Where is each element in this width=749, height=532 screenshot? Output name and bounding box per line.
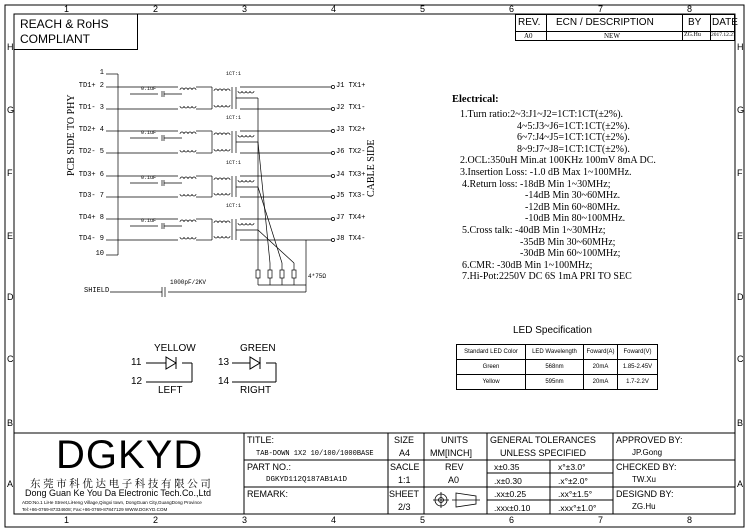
left-pin-label: TD3+ 6	[78, 171, 105, 179]
cap-label: 0.1uF	[141, 175, 157, 181]
electrical-line: -35dB Min 30~60MHz;	[520, 236, 616, 248]
left-pin-label: 1	[99, 69, 104, 77]
row-label-left: A	[7, 479, 14, 489]
led-table-cell: 568nm	[525, 359, 584, 375]
column-label-bottom: 5	[420, 515, 426, 525]
rev-value: A0	[524, 32, 533, 40]
led-table-cell: 1.7-2.2V	[617, 374, 658, 390]
size-value: A4	[399, 448, 411, 458]
row-label-left: H	[7, 42, 14, 52]
row-label-left: D	[7, 292, 14, 302]
led-green-side: RIGHT	[240, 385, 272, 396]
led-spec-title: LED Specification	[513, 325, 592, 336]
ratio-label: 1CT:1	[226, 71, 242, 77]
row-label-right: F	[737, 168, 743, 178]
row-label-right: H	[737, 42, 744, 52]
tolerance-angular: .xxx°±1.0°	[558, 502, 597, 513]
electrical-line: 6~7:J4~J5=1CT:1CT(±2%).	[517, 132, 630, 144]
right-pin-label: J2 TX1-	[336, 104, 366, 112]
column-label-top: 5	[420, 4, 426, 14]
checked-label: CHECKED BY:	[616, 462, 677, 472]
compliance-text: REACH & RoHS COMPLIANT	[20, 17, 109, 46]
shield-cap-label: 1000pF/2KV	[170, 279, 207, 286]
rev-date-value: 2017.12.27	[711, 32, 736, 38]
led-table-cell: Standard LED Color	[456, 344, 526, 360]
ratio-label: 1CT:1	[226, 203, 242, 209]
column-label-bottom: 4	[331, 515, 337, 525]
led-yellow-pin-a: 11	[131, 357, 142, 368]
left-pin-label: 10	[95, 250, 104, 258]
left-pin-label: TD3- 7	[78, 192, 105, 200]
cap-label: 0.1uF	[141, 130, 157, 136]
resistor-label: 4*75Ω	[308, 273, 327, 280]
left-pin-label: TD1- 3	[78, 104, 105, 112]
part-label: PART NO.:	[247, 462, 292, 472]
electrical-line: 4~5:J3~J6=1CT:1CT(±2%).	[517, 120, 630, 132]
led-table-cell: Foward(A)	[583, 344, 618, 360]
column-label-bottom: 7	[598, 515, 604, 525]
scale-value: 1:1	[398, 475, 411, 485]
rev-header-ecn: ECN / DESCRIPTION	[556, 17, 654, 28]
led-table-cell: Green	[456, 359, 526, 375]
tolerance-angular: .xx°±1.5°	[558, 489, 593, 499]
row-label-right: E	[737, 231, 744, 241]
led-green-label: GREEN	[240, 343, 276, 354]
company-contact: Tel:+86-0769-87334608; Fax:+86-0769-87847129 WWW.DGKYD.COM	[22, 507, 168, 512]
electrical-line: 1.Turn ratio:2~3:J1~J2=1CT:1CT(±2%).	[460, 109, 624, 120]
electrical-line: -30dB Min 60~100MHz;	[520, 248, 621, 260]
electrical-title: Electrical:	[452, 94, 499, 105]
tolerance-linear: x±0.35	[494, 462, 520, 472]
rev-by-value: ZG.Hu	[684, 32, 701, 38]
units-label: UNITS	[441, 435, 468, 445]
tolerance-linear: .xxx±0.10	[494, 502, 531, 513]
shield-label: SHIELD	[84, 287, 110, 295]
ratio-label: 1CT:1	[226, 115, 242, 121]
column-label-top: 4	[331, 4, 337, 14]
electrical-line: -10dB Min 80~100MHz.	[525, 213, 626, 225]
led-table-cell: LED Wavelength	[525, 344, 584, 360]
company-name-en: Dong Guan Ke You Da Electronic Tech.Co.,Ltd	[25, 488, 211, 498]
left-pin-label: TD2- 5	[78, 148, 105, 156]
column-label-bottom: 1	[64, 515, 70, 525]
right-pin-label: J4 TX3+	[336, 171, 366, 179]
title-label: TITLE:	[247, 435, 275, 445]
cap-label: 0.1uF	[141, 86, 157, 92]
part-value: DGKYD112Q187AB1A1D	[266, 476, 348, 484]
units-value: MM[INCH]	[430, 448, 472, 458]
column-label-bottom: 2	[153, 515, 159, 525]
column-label-top: 8	[687, 4, 693, 14]
sheet-value: 2/3	[398, 502, 411, 512]
column-label-bottom: 8	[687, 515, 693, 525]
projection-symbol	[433, 492, 480, 508]
row-label-left: E	[7, 231, 14, 241]
column-label-top: 6	[509, 4, 515, 14]
title-value: TAB-DOWN 1X2 10/100/1000BASE	[256, 450, 374, 458]
rev-value-block: A0	[448, 475, 460, 485]
led-table-cell: 1.85-2.45V	[617, 359, 658, 375]
rev-header-date: DATE	[712, 17, 738, 28]
column-label-bottom: 3	[242, 515, 248, 525]
company-address: ADD:No.1 LiHe Street,LiHeng Village,Qingxi town, DongGuan City,GuangDong Province	[22, 500, 202, 505]
electrical-line: 2.OCL:350uH Min.at 100KHz 100mV 8mA DC.	[460, 155, 656, 167]
led-green-pin-a: 13	[218, 357, 230, 368]
row-label-right: C	[737, 354, 744, 364]
tolerance-angular: x°±3.0°	[558, 462, 586, 472]
electrical-line: -14dB Min 30~60MHz.	[525, 190, 621, 202]
row-label-left: F	[7, 168, 13, 178]
row-label-left: C	[7, 354, 14, 364]
right-pin-label: J7 TX4+	[336, 214, 366, 222]
led-yellow-pin-b: 12	[131, 376, 143, 387]
column-label-top: 1	[64, 4, 70, 14]
approved-value: JP.Gong	[632, 448, 663, 457]
tolerance-sub: UNLESS SPECIFIED	[500, 448, 587, 458]
electrical-line: 6.CMR: -30dB Min 1~100MHz;	[462, 259, 593, 271]
scale-label: SACLE	[390, 462, 420, 472]
row-label-left: G	[7, 105, 15, 115]
rev-header-by: BY	[688, 17, 702, 28]
tolerance-linear: .xx±0.25	[494, 489, 527, 499]
sheet-label: SHEET	[389, 489, 420, 499]
led-table-cell: Yellow	[456, 374, 526, 390]
company-name-cn: 东莞市科优达电子科技有限公司	[30, 478, 214, 490]
left-pin-label: TD1+ 2	[78, 82, 105, 90]
led-yellow-side: LEFT	[158, 385, 183, 396]
designed-label: DESIGND BY:	[616, 489, 674, 499]
electrical-line: 4.Return loss: -18dB Min 1~30MHz;	[462, 178, 611, 190]
column-label-top: 3	[242, 4, 248, 14]
row-label-right: D	[737, 292, 744, 302]
led-yellow-label: YELLOW	[154, 343, 196, 354]
row-label-right: B	[737, 418, 744, 428]
company-logo: DGKYD	[56, 433, 204, 477]
size-label: SIZE	[394, 435, 415, 445]
led-table-cell: Foward(V)	[617, 344, 658, 360]
electrical-line: 7.Hi-Pot:2250V DC 6S 1mA PRI TO SEC	[462, 271, 632, 283]
checked-value: TW.Xu	[632, 475, 657, 484]
cap-label: 0.1uF	[141, 218, 157, 224]
tolerance-angular: .x°±2.0°	[558, 475, 588, 486]
remark-label: REMARK:	[247, 489, 289, 499]
column-label-top: 2	[153, 4, 159, 14]
tolerance-title: GENERAL TOLERANCES	[490, 435, 596, 445]
right-pin-label: J3 TX2+	[336, 126, 366, 134]
row-label-right: G	[737, 105, 745, 115]
rev-ecn-value: NEW	[604, 32, 620, 40]
column-label-bottom: 6	[509, 515, 515, 525]
right-pin-label: J8 TX4-	[336, 235, 366, 243]
ratio-label: 1CT:1	[226, 160, 242, 166]
column-label-top: 7	[598, 4, 604, 14]
right-pin-label: J1 TX1+	[336, 82, 366, 90]
row-label-right: A	[737, 479, 744, 489]
led-table-cell: 20mA	[583, 359, 618, 375]
electrical-line: 5.Cross talk: -40dB Min 1~30MHz;	[462, 225, 606, 236]
designed-value: ZG.Hu	[632, 502, 656, 511]
left-pin-label: TD4+ 8	[78, 214, 105, 222]
electrical-line: 8~9:J7~J8=1CT:1CT(±2%).	[517, 143, 630, 155]
pcb-side-label: PCB SIDE TO PHY	[66, 94, 77, 176]
led-green-pin-b: 14	[218, 376, 230, 387]
rev-header-rev: REV.	[518, 17, 541, 28]
led-table-cell: 20mA	[583, 374, 618, 390]
cable-side-label: CABLE SIDE	[366, 139, 377, 197]
row-label-left: B	[7, 418, 14, 428]
left-pin-label: TD2+ 4	[78, 126, 105, 134]
electrical-line: 3.Insertion Loss: -1.0 dB Max 1~100MHz.	[460, 167, 632, 178]
approved-label: APPROVED BY:	[616, 435, 683, 445]
led-table-cell: 595nm	[525, 374, 584, 390]
electrical-line: -12dB Min 60~80MHz.	[525, 201, 621, 213]
left-pin-label: TD4- 9	[78, 235, 105, 243]
tolerance-linear: .x±0.30	[494, 475, 522, 486]
right-pin-label: J6 TX2-	[336, 148, 366, 156]
right-pin-label: J5 TX3-	[336, 192, 366, 200]
rev-label: REV	[445, 462, 464, 472]
